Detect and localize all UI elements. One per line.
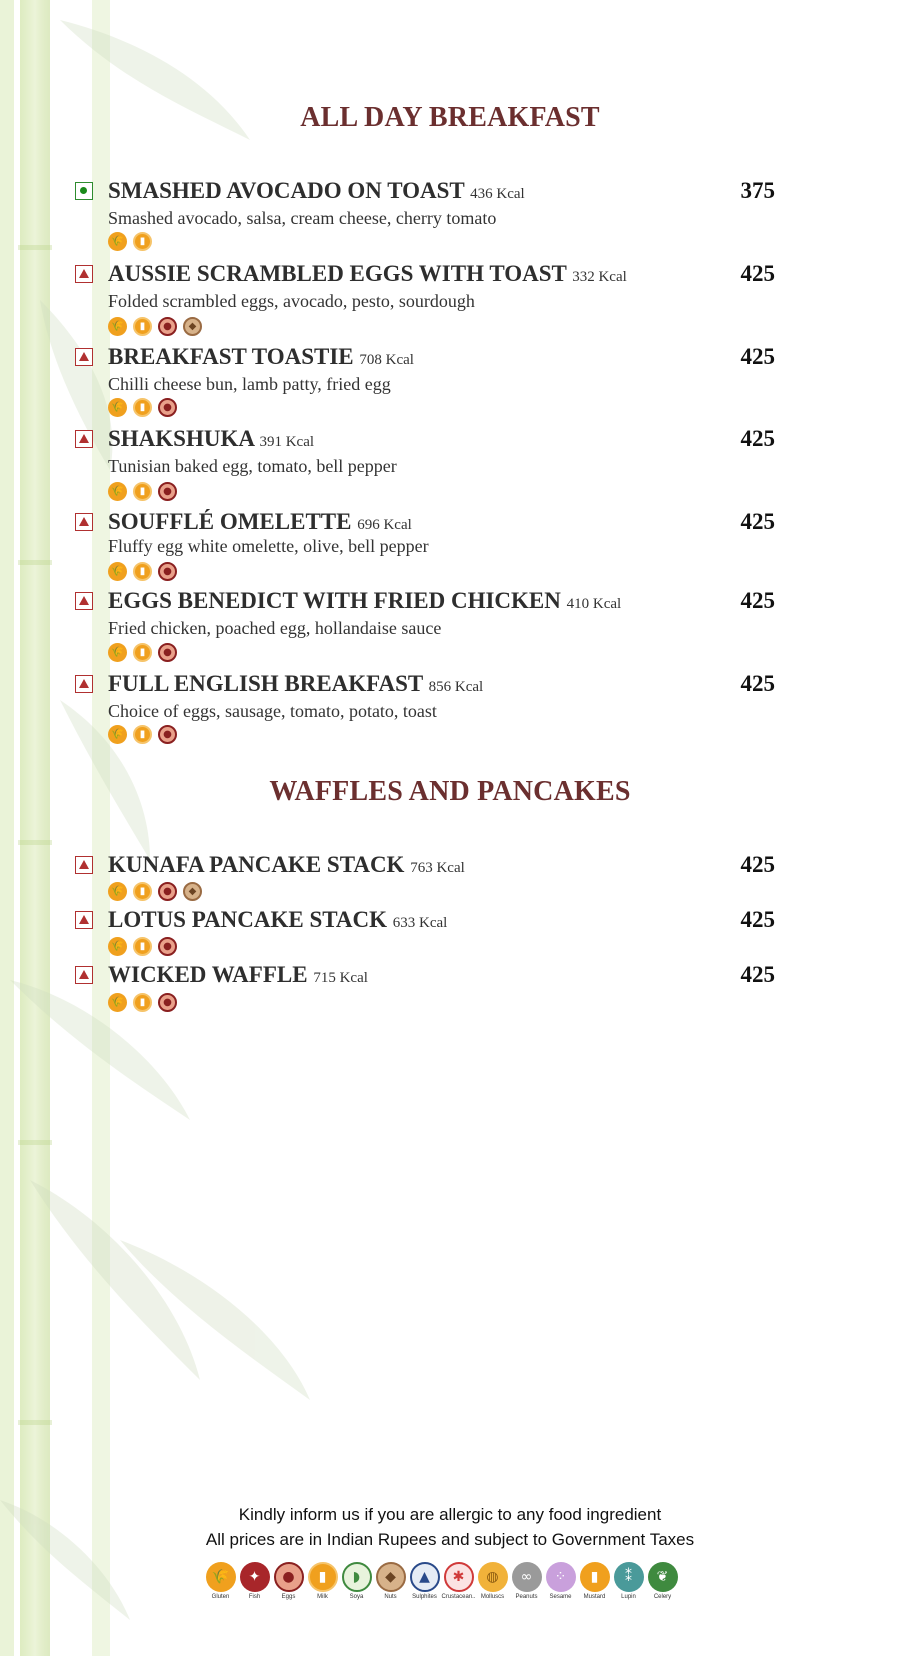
peanut-icon: ∞: [512, 1562, 542, 1592]
legend-item-mustard: ▮ Mustard: [579, 1562, 610, 1600]
item-allergens: [108, 317, 202, 336]
menu-item: [75, 588, 775, 658]
allergen-legend: [205, 1562, 678, 1600]
item-name: FULL ENGLISH BREAKFAST 856 Kcal: [108, 671, 484, 696]
item-description: Folded scrambled eggs, avocado, pesto, sourdough: [108, 291, 475, 311]
gluten-icon: 🌾: [108, 398, 127, 417]
item-allergens: [108, 725, 177, 744]
item-description: Choice of eggs, sausage, tomato, potato, toast: [108, 701, 437, 721]
lupin-icon: ⁑: [614, 1562, 644, 1592]
gluten-icon: 🌾: [108, 482, 127, 501]
veg-mark-icon: [75, 182, 93, 200]
item-kcal: 436 Kcal: [470, 186, 525, 202]
item-description: Chilli cheese bun, lamb patty, fried egg: [108, 374, 391, 394]
egg-icon: ●: [158, 725, 177, 744]
sesame-icon: ⁘: [546, 1562, 576, 1592]
almond-icon: ◆: [183, 317, 202, 336]
item-price: 425: [740, 907, 775, 932]
legend-item-soya: ◗ Soya: [341, 1562, 372, 1600]
shell-icon: ◍: [478, 1562, 508, 1592]
item-allergens: [108, 882, 202, 901]
menu-item: [75, 344, 775, 414]
item-price: 425: [740, 261, 775, 286]
menu-item: [75, 178, 775, 248]
item-kcal: 708 Kcal: [359, 352, 414, 368]
legend-item-celery: ❦ Celery: [647, 1562, 678, 1600]
milk-bottle-icon: ▮: [133, 562, 152, 581]
item-name: AUSSIE SCRAMBLED EGGS WITH TOAST 332 Kcal: [108, 261, 627, 286]
wheat-icon: 🌾: [206, 1562, 236, 1592]
item-kcal: 763 Kcal: [410, 860, 465, 876]
item-price: 425: [740, 588, 775, 613]
nonveg-mark-icon: [75, 513, 93, 531]
milk-bottle-icon: ▮: [133, 993, 152, 1012]
almond-icon: ◆: [183, 882, 202, 901]
item-kcal: 856 Kcal: [428, 679, 484, 695]
item-name: SMASHED AVOCADO ON TOAST 436 Kcal: [108, 178, 525, 203]
legend-item-milk: ▮ Milk: [307, 1562, 338, 1600]
legend-item-peanuts: ∞ Peanuts: [511, 1562, 542, 1600]
menu-item: [75, 852, 775, 902]
item-kcal: 633 Kcal: [392, 915, 448, 931]
item-name: LOTUS PANCAKE STACK 633 Kcal: [108, 907, 448, 932]
menu-item: [75, 426, 775, 496]
item-kcal: 410 Kcal: [566, 596, 622, 612]
item-price: 375: [740, 178, 775, 203]
gluten-icon: 🌾: [108, 993, 127, 1012]
soy-bean-icon: ◗: [342, 1562, 372, 1592]
egg-icon: ●: [158, 993, 177, 1012]
almond-icon: ◆: [376, 1562, 406, 1592]
menu-item: [75, 261, 775, 331]
item-price: 425: [740, 344, 775, 369]
gluten-icon: 🌾: [108, 562, 127, 581]
item-description: Tunisian baked egg, tomato, bell pepper: [108, 456, 397, 476]
flask-icon: ▲: [410, 1562, 440, 1592]
legend-item-crustaceans: ✱ Crustacean..: [443, 1562, 474, 1600]
item-kcal: 696 Kcal: [357, 517, 412, 533]
nonveg-mark-icon: [75, 911, 93, 929]
legend-item-fish: ✦ Fish: [239, 1562, 270, 1600]
fish-icon: ✦: [240, 1562, 270, 1592]
legend-item-molluscs: ◍ Molluscs: [477, 1562, 508, 1600]
crab-icon: ✱: [444, 1562, 474, 1592]
item-description: Smashed avocado, salsa, cream cheese, cherry tomato: [108, 208, 497, 228]
item-allergens: [108, 482, 177, 501]
menu-item: [75, 907, 775, 957]
egg-icon: ●: [158, 562, 177, 581]
menu-item: [75, 962, 775, 1012]
item-price: 425: [740, 671, 775, 696]
legend-item-eggs: ● Eggs: [273, 1562, 304, 1600]
egg-icon: ●: [158, 643, 177, 662]
mustard-bottle-icon: ▮: [580, 1562, 610, 1592]
egg-icon: ●: [158, 882, 177, 901]
item-description: Fried chicken, poached egg, hollandaise sauce: [108, 618, 442, 638]
price-notice: All prices are in Indian Rupees and subject to Government Taxes: [205, 1530, 695, 1549]
nonveg-mark-icon: [75, 265, 93, 283]
gluten-icon: 🌾: [108, 232, 127, 251]
gluten-icon: 🌾: [108, 725, 127, 744]
item-allergens: [108, 562, 177, 581]
gluten-icon: 🌾: [108, 882, 127, 901]
item-name: BREAKFAST TOASTIE 708 Kcal: [108, 344, 414, 369]
item-allergens: [108, 398, 177, 417]
nonveg-mark-icon: [75, 430, 93, 448]
milk-bottle-icon: ▮: [133, 398, 152, 417]
nonveg-mark-icon: [75, 675, 93, 693]
milk-bottle-icon: ▮: [133, 482, 152, 501]
item-name: SHAKSHUKA 391 Kcal: [108, 426, 315, 451]
egg-icon: ●: [158, 937, 177, 956]
legend-item-sesame: ⁘ Sesame: [545, 1562, 576, 1600]
item-allergens: [108, 937, 177, 956]
item-name: SOUFFLÉ OMELETTE 696 Kcal: [108, 509, 412, 534]
nonveg-mark-icon: [75, 856, 93, 874]
item-description: Fluffy egg white omelette, olive, bell pepper: [108, 536, 429, 556]
egg-icon: ●: [158, 398, 177, 417]
celery-icon: ❦: [648, 1562, 678, 1592]
nonveg-mark-icon: [75, 966, 93, 984]
egg-icon: ●: [158, 317, 177, 336]
item-kcal: 332 Kcal: [572, 269, 627, 285]
legend-item-gluten: 🌾 Gluten: [205, 1562, 236, 1600]
section-title-waffles-and-pancakes: WAFFLES AND PANCAKES: [269, 776, 631, 807]
item-price: 425: [740, 509, 775, 534]
legend-item-lupin: ⁑ Lupin: [613, 1562, 644, 1600]
menu-item: [75, 671, 775, 741]
milk-bottle-icon: ▮: [133, 232, 152, 251]
item-price: 425: [740, 852, 775, 877]
egg-icon: ●: [158, 482, 177, 501]
milk-bottle-icon: ▮: [133, 882, 152, 901]
item-allergens: [108, 993, 177, 1012]
section-title-all-day-breakfast: ALL DAY BREAKFAST: [300, 102, 600, 133]
item-allergens: [108, 643, 177, 662]
milk-bottle-icon: ▮: [133, 643, 152, 662]
gluten-icon: 🌾: [108, 317, 127, 336]
egg-icon: ●: [274, 1562, 304, 1592]
nonveg-mark-icon: [75, 348, 93, 366]
milk-bottle-icon: ▮: [133, 937, 152, 956]
nonveg-mark-icon: [75, 592, 93, 610]
item-kcal: 391 Kcal: [259, 434, 315, 450]
item-name: KUNAFA PANCAKE STACK 763 Kcal: [108, 852, 465, 877]
menu-item: [75, 509, 775, 579]
item-price: 425: [740, 962, 775, 987]
gluten-icon: 🌾: [108, 937, 127, 956]
item-kcal: 715 Kcal: [313, 970, 368, 986]
legend-item-nuts: ◆ Nuts: [375, 1562, 406, 1600]
gluten-icon: 🌾: [108, 643, 127, 662]
item-allergens: [108, 232, 152, 251]
item-name: WICKED WAFFLE 715 Kcal: [108, 962, 368, 987]
milk-bottle-icon: ▮: [133, 317, 152, 336]
milk-bottle-icon: ▮: [308, 1562, 338, 1592]
item-name: EGGS BENEDICT WITH FRIED CHICKEN 410 Kcal: [108, 588, 622, 613]
item-price: 425: [740, 426, 775, 451]
legend-item-sulphites: ▲ Sulphites: [409, 1562, 440, 1600]
milk-bottle-icon: ▮: [133, 725, 152, 744]
allergy-notice: Kindly inform us if you are allergic to any food ingredient: [238, 1505, 662, 1524]
